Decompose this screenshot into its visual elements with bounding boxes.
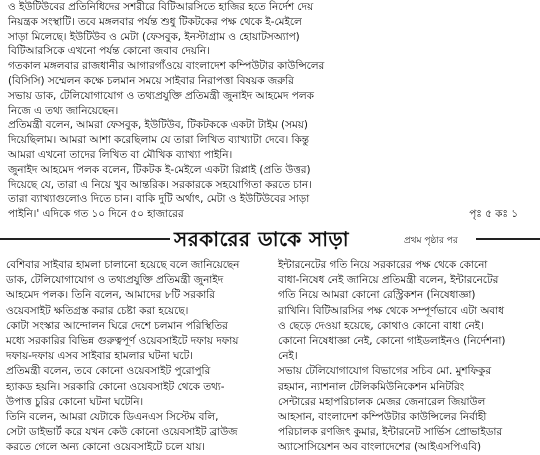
column-line: অ্যাসোসিয়েশন অব বাংলাদেশের (আইএসপিএবি) — [278, 441, 482, 454]
column-line: ডাক, টেলিযোগাযোগ ও তথ্যপ্রযুক্তি প্রতিমন্ত্রী জুনাইদ — [6, 274, 224, 287]
text-line: ও ইউটিউবের প্রতিনিধিদের সশরীরে বিটিআরসিতে হাজির হতে নির্দেশ দেয় — [8, 1, 314, 13]
text-line: জুনাইদ আহমেদ পলক বলেন, টিকটক ই-মেইলে একটা রিপ্লাই (প্রতি উত্তর) — [8, 163, 311, 176]
column-line: বেশিবার সাইবার হামলা চালানো হয়েছে বলে জানিয়েছেন — [6, 259, 240, 271]
column-line: করতে গেলে অন্য কোনো ওয়েবসাইটে চলে যায়। — [6, 441, 206, 454]
column-line: ও ছেড়ে দেওয়া হয়েছে, কোথাও কোনো বাধা নেই। — [278, 319, 484, 332]
column-line: তিনি বলেন, আমরা যেটাকে ডিএনএস সিস্টেম বলি, — [6, 410, 219, 423]
column-line: সেটা ডাইভার্ট করে যখন কেউ কোনো ওয়েবসাইট ব্রাউজ — [6, 426, 238, 439]
left-column — [6, 258, 268, 455]
text-line: (বিসিসি) সম্মেলন কক্ষে চলমান সময়ে সাইবার নিরাপত্তা বিষয়ক জরুরি — [8, 74, 294, 87]
column-line: উপাত্ত চুরির কোনো ঘটনা ঘটেনি। — [6, 395, 144, 408]
column-line: বাধা-নিষেধ নেই জানিয়ে প্রতিমন্ত্রী বলেন, ইন্টারনেটের — [278, 274, 499, 287]
text-line: আমরা এখনো তাদের লিখিত বা মৌখিক ব্যাখ্যা পাইনি। — [8, 148, 233, 161]
text-line: গতকাল মঙ্গলবার রাজধানীর আগারগাঁওয়ে বাংলাদেশ কম্পিউটার কাউন্সিলের — [8, 60, 325, 73]
column-line: ওয়েবসাইট ক্ষতিগ্রস্ত করার চেষ্টা করা হয়েছে। — [6, 304, 189, 317]
text-line: প্রতিমন্ত্রী বলেন, আমরা ফেসবুক, ইউটিউব, টিকটককে একটা টাইম (সময়) — [8, 119, 308, 132]
column-line: হ্যাকড হয়নি। সরকারি কোনো ওয়েবসাইট থেকে তথ্য- — [6, 380, 225, 393]
rule-left — [0, 238, 170, 240]
text-line: নিজে এ তথ্য জানিয়েছেন। — [8, 104, 119, 117]
column-line: সভায় টেলিযোগাযোগ বিভাগের সচিব মো. মুশফিকুর — [278, 365, 492, 378]
column-line: আহসান, বাংলাদেশ কম্পিউটার কাউন্সিলের নির্বাহী — [278, 410, 487, 423]
section-divider — [0, 226, 540, 252]
text-line: দিয়েছে যে, তারা এ নিয়ে খুব আন্তরিক। সরকারকে সহযোগিতা করতে চান। — [8, 178, 312, 191]
column-line: মধ্যে সরকারির বিভিন্ন গুরুত্বপূর্ণ ওয়েবসাইটে দফায় দফায় — [6, 334, 239, 347]
text-line: সাড়া মিলেছে। ইউটিউব ও মেটা (ফেসবুক, ইনস্টাগ্রাম ও হোয়াটসঅ্যাপ) — [8, 30, 300, 43]
column-line: দফায়-দফায় এসব সাইবার হামলার ঘটনা ঘটে। — [6, 350, 193, 363]
text-line: তারা ব্যাখ্যাগুলোও দিতে চান। বাকি দুটি অর্থাৎ, মেটা ও ইউটিউবের সাড়া — [8, 193, 310, 206]
continued-label: প্রথম পৃষ্ঠার পর — [404, 236, 458, 246]
column-line: কোনো নিষেধাজ্ঞা নেই, কোনো গাইডলাইনও (নির্দেশনা) — [278, 334, 506, 347]
column-line: রাখিনি। বিটিআরসির পক্ষ থেকে সম্পূর্ণভাবে এটা অবাধ — [278, 304, 504, 317]
text-line: দিয়েছিলাম। আমরা আশা করেছিলাম যে তারা লিখিত ব্যাখ্যাটা দেবে। কিন্তু — [8, 134, 309, 147]
rule-right — [476, 238, 540, 240]
column-line: আহমেদ পলক। তিনি বলেন, আমাদের ৮টি সরকারি — [6, 289, 215, 302]
last-line-text: পাইনি।' এদিকে গত ১০ দিনে ৫০ হাজারের — [8, 208, 184, 221]
right-column — [278, 258, 534, 455]
column-line: নেই। — [278, 350, 298, 363]
column-line: প্রতিমন্ত্রী বলেন, তবে কোনো ওয়েবসাইট পুরোপুরি — [6, 365, 211, 378]
page-reference: পৃঃ ৫ কঃ ১ — [469, 208, 518, 221]
text-line-last — [8, 207, 532, 222]
section-heading: সরকারের ডাকে সাড়া — [174, 227, 350, 251]
column-line: পরিচালক রণজিৎ কুমার, ইন্টারনেট সার্ভিস প্রোভাইডার — [278, 426, 503, 439]
text-line: সভায় ডাক, টেলিযোগাযোগ ও তথ্যপ্রযুক্তি প্রতিমন্ত্রী জুনাইদ আহমেদ পলক — [8, 89, 314, 102]
text-line: বিটিআরসিকে এখনো পর্যন্ত কোনো জবাব দেয়নি। — [8, 45, 210, 58]
top-article-text — [8, 0, 532, 222]
column-line: রহমান, ন্যাশনাল টেলিকমিউনিকেশন মনিটরিং — [278, 380, 465, 393]
column-line: সেন্টারের মহাপরিচালক মেজর জেনারেল জিয়াউল — [278, 395, 486, 408]
text-line: নিয়ন্ত্রক সংস্থাটি। তবে মঙ্গলবার পর্যন্ত শুধু টিকটকের পক্ষ থেকে ই-মেইলে — [8, 15, 302, 28]
column-line: কোটা সংস্কার আন্দোলন ঘিরে দেশে চলমান পরিস্থিতির — [6, 319, 228, 332]
column-line: গতি নিয়ে আমরা কোনো রেস্ট্রিকশন (নিষেধাজ্ঞা) — [278, 289, 476, 302]
column-line: ইন্টারনেটের গতি নিয়ে সরকারের পক্ষ থেকে কোনো — [278, 259, 488, 271]
